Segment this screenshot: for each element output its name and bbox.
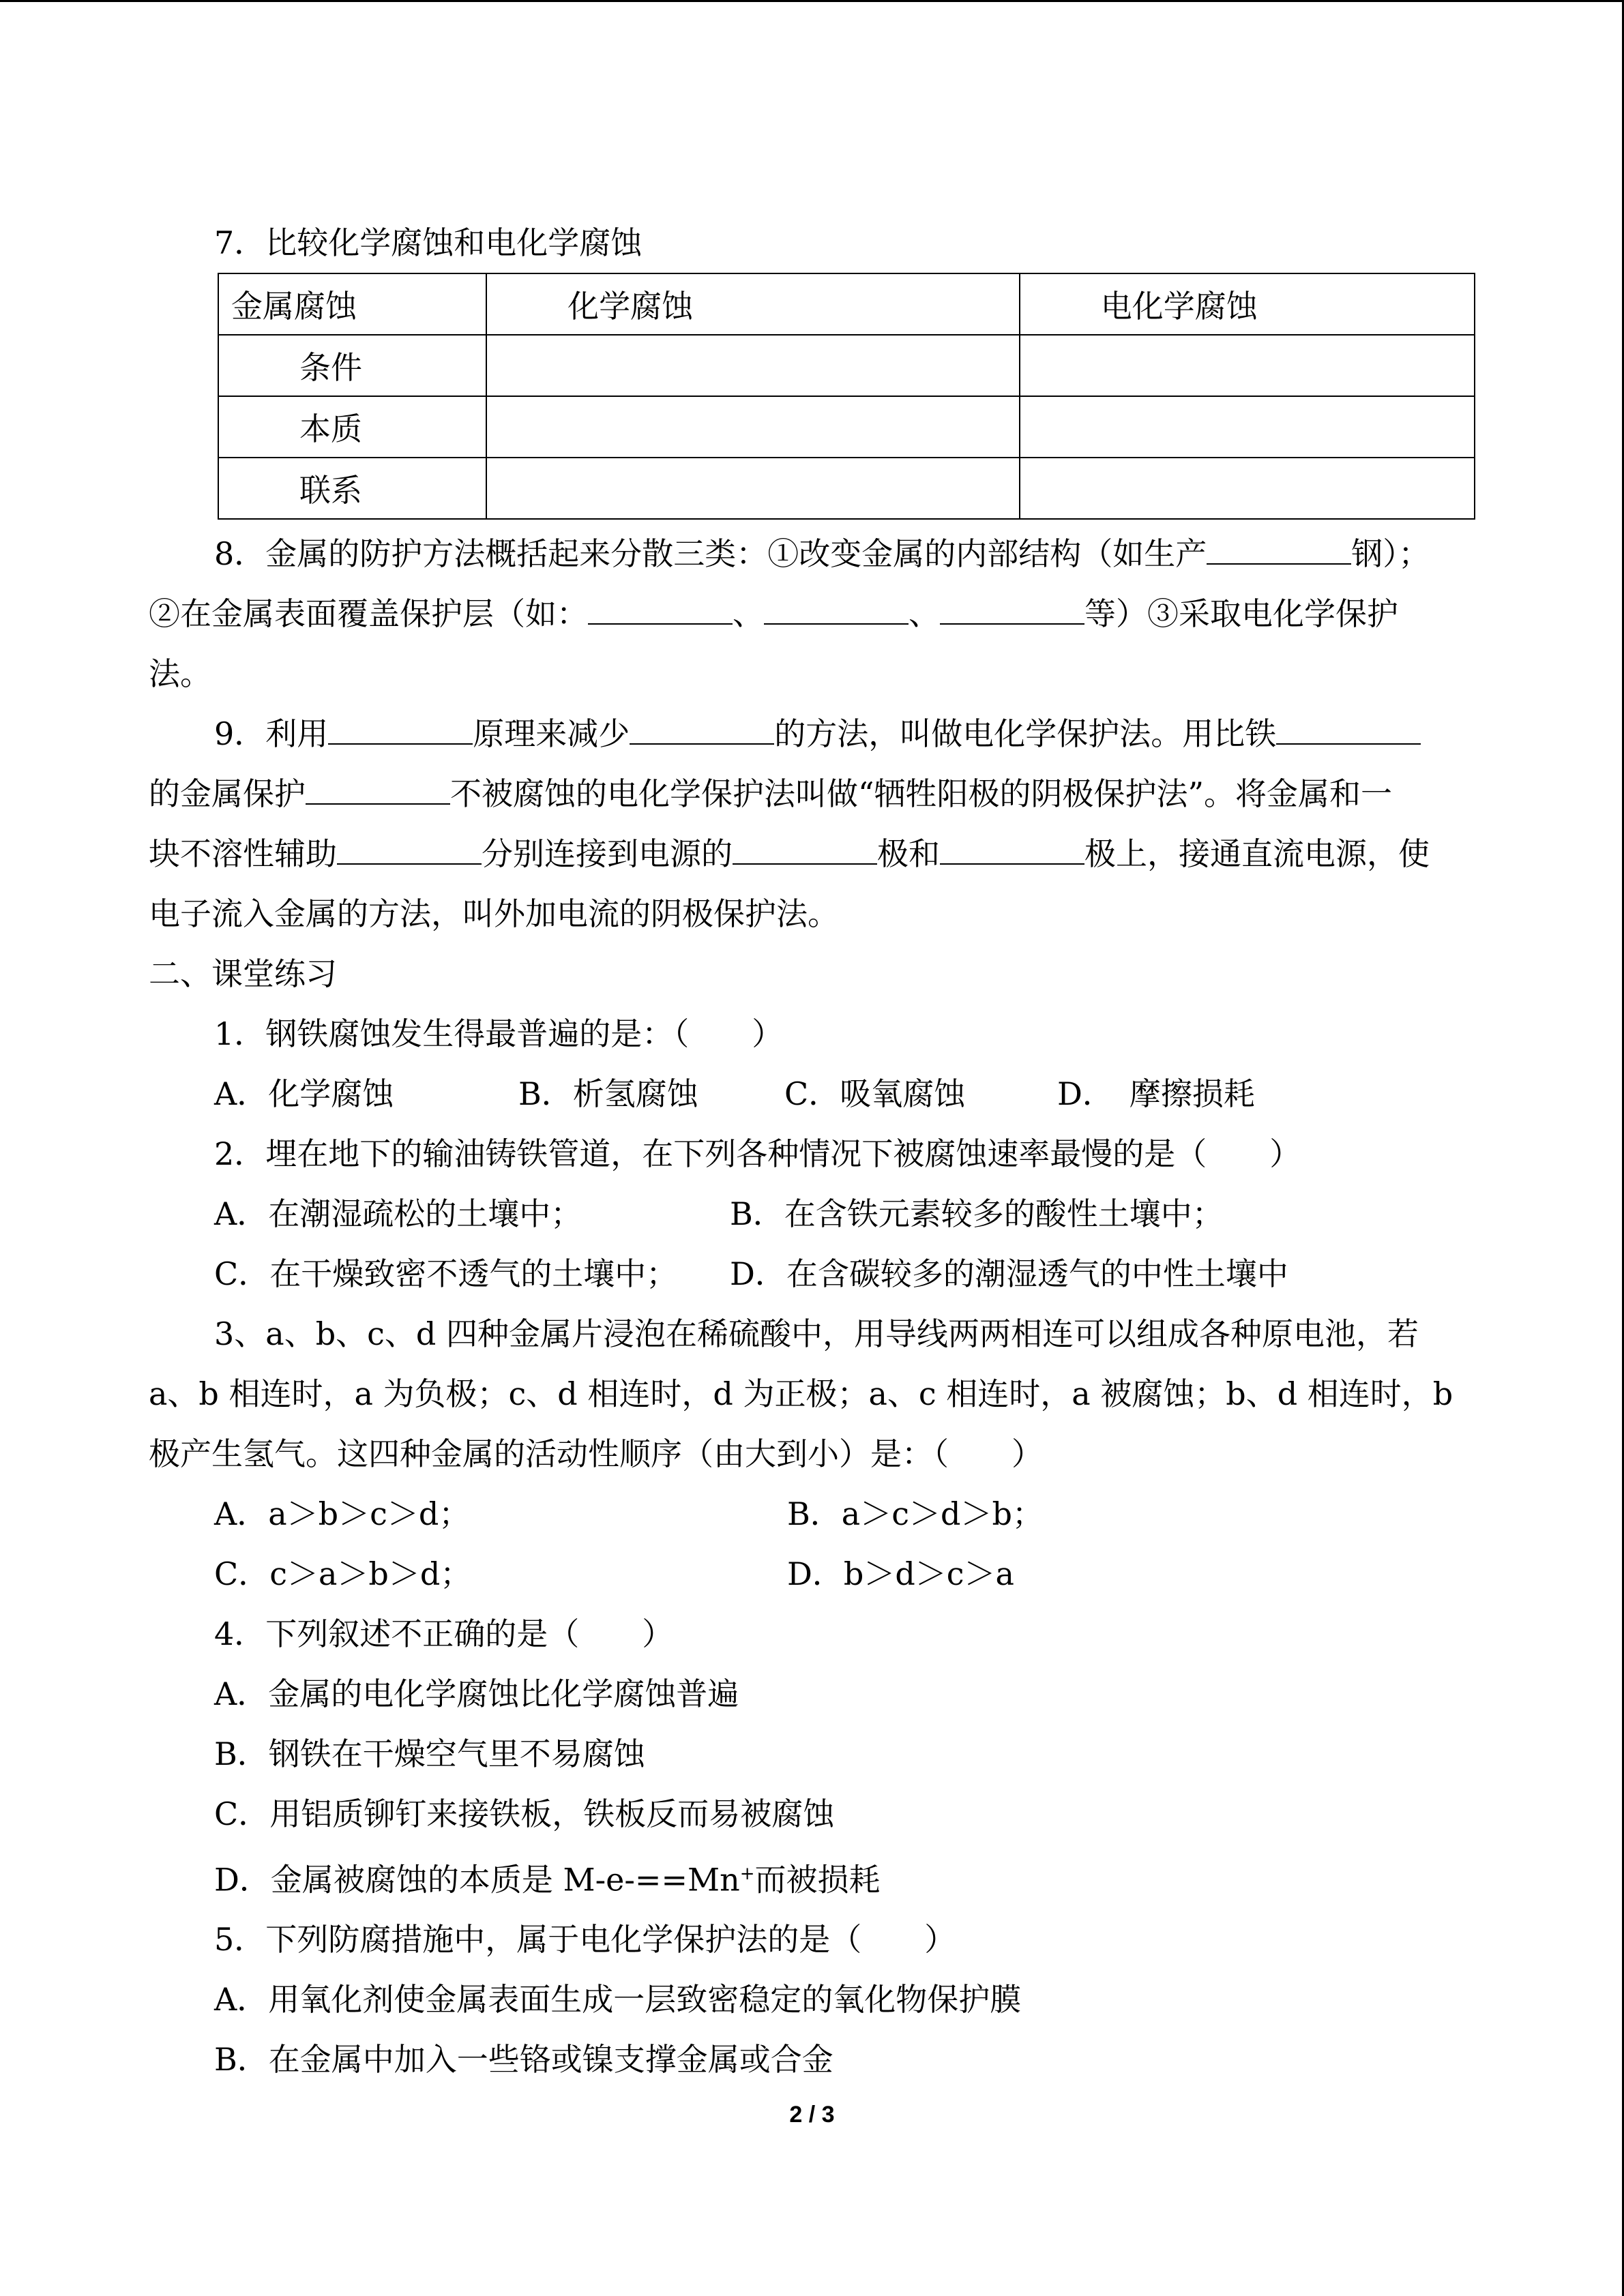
- answer-cell[interactable]: [1020, 335, 1475, 396]
- option[interactable]: C．在干燥致密不透气的土壤中；: [214, 1255, 678, 1292]
- option[interactable]: A．化学腐蚀: [214, 1075, 394, 1112]
- superscript: +: [739, 1864, 755, 1884]
- q9-text: 原理来减少: [473, 715, 630, 752]
- exercise2-question: 2．埋在地下的输油铸铁管道，在下列各种情况下被腐蚀速率最慢的是（ ）: [214, 1135, 1301, 1172]
- option[interactable]: A．用氧化剂使金属表面生成一层致密稳定的氧化物保护膜: [214, 1981, 1022, 2018]
- q9-text: 的方法，叫做电化学保护法。用比铁: [774, 715, 1277, 752]
- answer-cell[interactable]: [1020, 458, 1475, 519]
- option[interactable]: [149, 1844, 1475, 1909]
- q9-text: 块不溶性辅助: [149, 835, 337, 872]
- worksheet-content: [149, 213, 1475, 2089]
- exercise2-options-row1: [149, 1184, 1475, 1244]
- option[interactable]: A．金属的电化学腐蚀比化学腐蚀普遍: [214, 1675, 739, 1712]
- fill-blank[interactable]: [1207, 537, 1351, 565]
- q8-text: 钢）；: [1351, 535, 1430, 572]
- fill-blank[interactable]: [940, 597, 1084, 625]
- option-text: 而被损耗: [754, 1861, 881, 1898]
- q9-text: 9．利用: [214, 715, 329, 752]
- fill-blank[interactable]: [306, 777, 450, 805]
- fill-blank[interactable]: [940, 837, 1084, 865]
- q8-line2: [149, 584, 1475, 644]
- row-label: 条件: [218, 335, 486, 396]
- fill-blank[interactable]: [764, 597, 909, 625]
- exercise5-question: 5．下列防腐措施中，属于电化学保护法的是（ ）: [214, 1921, 956, 1958]
- option[interactable]: C．用铝质铆钉来接铁板，铁板反而易被腐蚀: [214, 1795, 835, 1832]
- corrosion-comparison-table: [218, 273, 1475, 520]
- q8-line3: 法。: [149, 655, 211, 692]
- option[interactable]: C．吸氧腐蚀: [784, 1075, 966, 1112]
- fill-blank[interactable]: [630, 717, 774, 745]
- exercise3-options-row2: [149, 1544, 1475, 1604]
- q9-line1: [149, 704, 1475, 764]
- exercise1-question: 1．钢铁腐蚀发生得最普遍的是：（ ）: [214, 1015, 784, 1052]
- q8-text: 、: [733, 595, 764, 632]
- option[interactable]: B．析氢腐蚀: [518, 1075, 698, 1112]
- q9-text: 极上，接通直流电源，使: [1084, 835, 1430, 872]
- exercise4-question: 4．下列叙述不正确的是（ ）: [214, 1615, 674, 1652]
- answer-cell[interactable]: [486, 335, 1020, 396]
- option-text: D．金属被腐蚀的本质是 M-e-==Mn: [214, 1861, 740, 1898]
- section-heading: 二、课堂练习: [149, 955, 337, 992]
- q8-text: 等）③采取电化学保护: [1084, 595, 1398, 632]
- table-row: [218, 458, 1475, 519]
- exercise3-line1: 3、a、b、c、d 四种金属片浸泡在稀硫酸中，用导线两两相连可以组成各种原电池，若: [214, 1315, 1419, 1352]
- table-row: [218, 335, 1475, 396]
- q8-line1: [149, 524, 1475, 584]
- option[interactable]: D． 摩擦损耗: [1057, 1075, 1255, 1112]
- q8-text: 、: [909, 595, 940, 632]
- q9-text: 极和: [877, 835, 940, 872]
- option[interactable]: B．钢铁在干燥空气里不易腐蚀: [214, 1735, 645, 1772]
- answer-cell[interactable]: [486, 458, 1020, 519]
- q9-text: 分别连接到电源的: [482, 835, 733, 872]
- option[interactable]: A．a＞b＞c＞d；: [214, 1495, 471, 1532]
- q9-line4: 电子流入金属的方法，叫外加电流的阴极保护法。: [149, 895, 839, 932]
- q9-line3: [149, 824, 1475, 884]
- q9-text: 不被腐蚀的电化学保护法叫做“牺牲阳极的阴极保护法”。将金属和一: [450, 775, 1393, 812]
- exercise3-line3: 极产生氢气。这四种金属的活动性顺序（由大到小）是：（ ）: [149, 1435, 1043, 1472]
- page-number: 2 / 3: [789, 2102, 835, 2128]
- exercise3-line2: a、b 相连时，a 为负极；c、d 相连时，d 为正极；a、c 相连时，a 被腐蚀；b、d 相连时，b: [149, 1375, 1453, 1412]
- q9-text: 的金属保护: [149, 775, 306, 812]
- option[interactable]: C．c＞a＞b＞d；: [214, 1555, 472, 1592]
- table-header-cell: 金属腐蚀: [218, 273, 486, 335]
- top-border: [0, 0, 1624, 2]
- fill-blank[interactable]: [328, 717, 473, 745]
- option[interactable]: A．在潮湿疏松的土壤中；: [214, 1195, 582, 1232]
- q7-title: 7．比较化学腐蚀和电化学腐蚀: [214, 224, 643, 261]
- option[interactable]: B．a＞c＞d＞b；: [787, 1495, 1044, 1532]
- table-header-cell: 电化学腐蚀: [1020, 273, 1475, 335]
- table-row: [218, 396, 1475, 458]
- row-label: 本质: [218, 396, 486, 458]
- q8-text: 8．金属的防护方法概括起来分散三类：①改变金属的内部结构（如生产: [214, 535, 1207, 572]
- fill-blank[interactable]: [588, 597, 733, 625]
- q8-text: ②在金属表面覆盖保护层（如：: [149, 595, 588, 632]
- table-header-row: [218, 273, 1475, 335]
- fill-blank[interactable]: [1276, 717, 1421, 745]
- exercise3-options-row1: [149, 1484, 1475, 1544]
- option[interactable]: D．在含碳较多的潮湿透气的中性土壤中: [730, 1255, 1288, 1292]
- answer-cell[interactable]: [486, 396, 1020, 458]
- exercise1-options: [149, 1064, 1475, 1124]
- fill-blank[interactable]: [337, 837, 482, 865]
- q9-line2: [149, 764, 1475, 824]
- option[interactable]: B．在金属中加入一些铬或镍支撑金属或合金: [214, 2041, 833, 2078]
- option[interactable]: B．在含铁元素较多的酸性土壤中；: [730, 1195, 1224, 1232]
- exercise2-options-row2: [149, 1244, 1475, 1304]
- row-label: 联系: [218, 458, 486, 519]
- table-header-cell: 化学腐蚀: [486, 273, 1020, 335]
- fill-blank[interactable]: [733, 837, 877, 865]
- answer-cell[interactable]: [1020, 396, 1475, 458]
- option[interactable]: D．b＞d＞c＞a: [787, 1555, 1014, 1592]
